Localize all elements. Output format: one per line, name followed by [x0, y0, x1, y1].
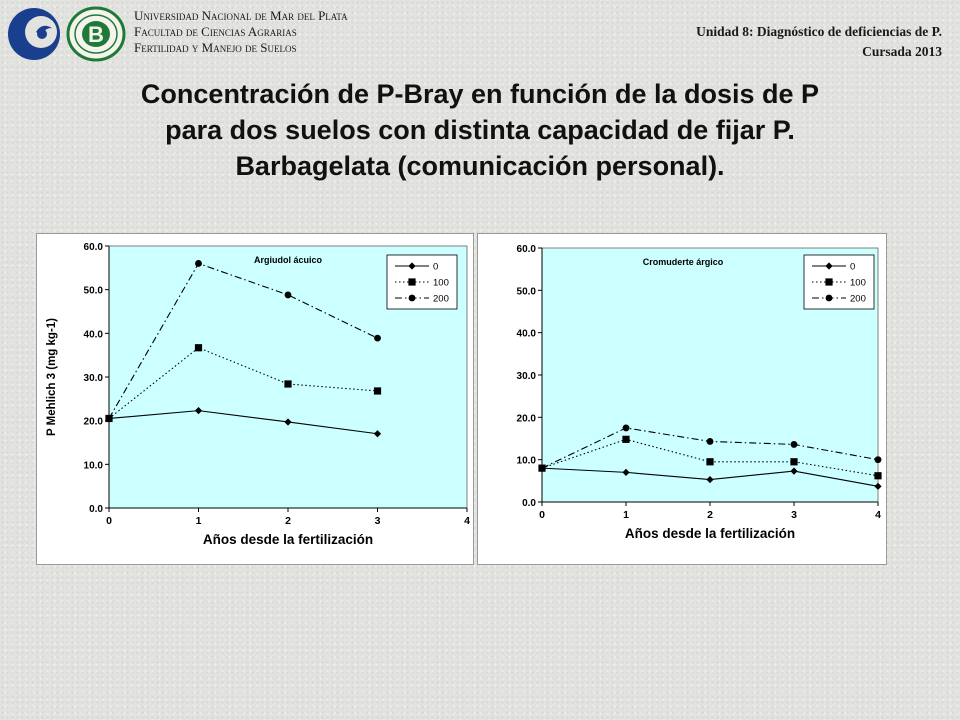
- chart2-point-200: [791, 441, 798, 448]
- chart2-title: Cromuderte árgico: [642, 257, 724, 267]
- chart1-legend-marker-200: [409, 295, 416, 302]
- chart2-legend: [804, 255, 874, 309]
- chart2-point-100: [790, 458, 797, 465]
- chart2-point-200: [707, 438, 714, 445]
- faculty-name: Facultad de Ciencias Agrarias: [134, 24, 297, 39]
- chart2-x-tick-label: 0: [539, 509, 545, 521]
- institution-block: [134, 8, 348, 56]
- chart2-y-tick-label: 30.0: [516, 371, 536, 382]
- unit-title: Unidad 8: Diagnóstico de deficiencias de P.: [696, 24, 942, 39]
- chart1-legend-label-0: 0: [433, 261, 439, 273]
- chart2-legend-label-0: 0: [850, 261, 856, 273]
- unit-block: [696, 22, 942, 62]
- chart1-x-tick-label: 4: [464, 515, 470, 527]
- title-line-2: para dos suelos con distinta capacidad de fijar P.: [165, 115, 795, 145]
- chart1-x-tick-label: 0: [106, 515, 112, 527]
- title-line-3: Barbagelata (comunicación personal).: [235, 151, 725, 181]
- chart-argiudol-svg: [37, 234, 473, 564]
- chart1-legend-marker-100: [408, 278, 415, 285]
- chart2-point-200: [539, 465, 546, 472]
- chart1-legend-label-200: 200: [433, 293, 449, 305]
- university-logo: [6, 6, 62, 62]
- chart2-y-tick-label: 40.0: [516, 328, 536, 340]
- chart1-y-axis-label: P Mehlich 3 (mg kg-1): [46, 317, 58, 437]
- chart2-x-tick-label: 4: [875, 509, 881, 521]
- chart2-y-tick-label: 0.0: [522, 498, 536, 509]
- chart2-y-tick-label: 60.0: [516, 244, 536, 255]
- chart1-point-100: [374, 387, 381, 394]
- title-line-1: Concentración de P-Bray en función de la dosis de P: [140, 79, 820, 109]
- chart2-x-tick-label: 2: [707, 509, 713, 521]
- chart-cromuderte-svg: [478, 234, 886, 564]
- chart2-y-tick-label: 10.0: [516, 455, 536, 467]
- chart1-point-200: [374, 335, 381, 342]
- chart2-legend-marker-200: [826, 295, 833, 302]
- chart1-point-100: [284, 380, 291, 387]
- chart1-y-tick-label: 0.0: [89, 504, 103, 515]
- course-year: Cursada 2013: [862, 44, 942, 59]
- faculty-seal-logo: [66, 6, 126, 62]
- chart2-point-200: [623, 424, 630, 431]
- chart2-legend-label-200: 200: [850, 293, 866, 305]
- chart1-x-tick-label: 2: [285, 515, 291, 527]
- seal-letter: B: [88, 22, 104, 47]
- chart2-point-100: [706, 458, 713, 465]
- chart2-x-tick-label: 1: [623, 509, 629, 521]
- chart1-x-axis-label: Años desde la fertilización: [202, 532, 374, 547]
- chart-argiudol: [36, 233, 474, 565]
- chart2-point-100: [622, 436, 629, 443]
- chart2-x-axis-label: Años desde la fertilización: [624, 526, 796, 541]
- chart1-y-tick-label: 60.0: [83, 242, 103, 253]
- chart1-x-tick-label: 1: [195, 515, 202, 527]
- chart1-legend-label-100: 100: [433, 277, 449, 289]
- chart2-x-tick-label: 3: [791, 509, 797, 521]
- chart1-y-tick-label: 30.0: [83, 373, 103, 384]
- chart2-legend-marker-100: [825, 278, 832, 285]
- chart1-y-tick-label: 40.0: [83, 329, 103, 341]
- chart2-y-tick-label: 50.0: [516, 286, 536, 298]
- chart1-point-200: [195, 260, 202, 267]
- chart1-x-tick-label: 3: [374, 515, 381, 527]
- chart2-point-100: [874, 472, 881, 479]
- university-name: Universidad Nacional de Mar del Plata: [134, 8, 348, 23]
- chart2-point-200: [875, 456, 882, 463]
- chart2-legend-label-100: 100: [850, 277, 866, 289]
- chart1-point-200: [106, 415, 113, 422]
- chart1-point-100: [195, 344, 202, 351]
- chart1-y-tick-label: 50.0: [83, 285, 103, 297]
- chart1-point-200: [285, 291, 292, 298]
- department-name: Fertilidad y Manejo de Suelos: [134, 40, 297, 55]
- chart1-y-tick-label: 20.0: [83, 416, 103, 428]
- chart1-title: Argiudol ácuico: [253, 255, 323, 265]
- slide-title: [40, 76, 920, 184]
- chart2-y-tick-label: 20.0: [516, 413, 536, 425]
- chart1-legend: [387, 255, 457, 309]
- chart-cromuderte: [477, 233, 887, 565]
- chart1-y-tick-label: 10.0: [83, 460, 103, 472]
